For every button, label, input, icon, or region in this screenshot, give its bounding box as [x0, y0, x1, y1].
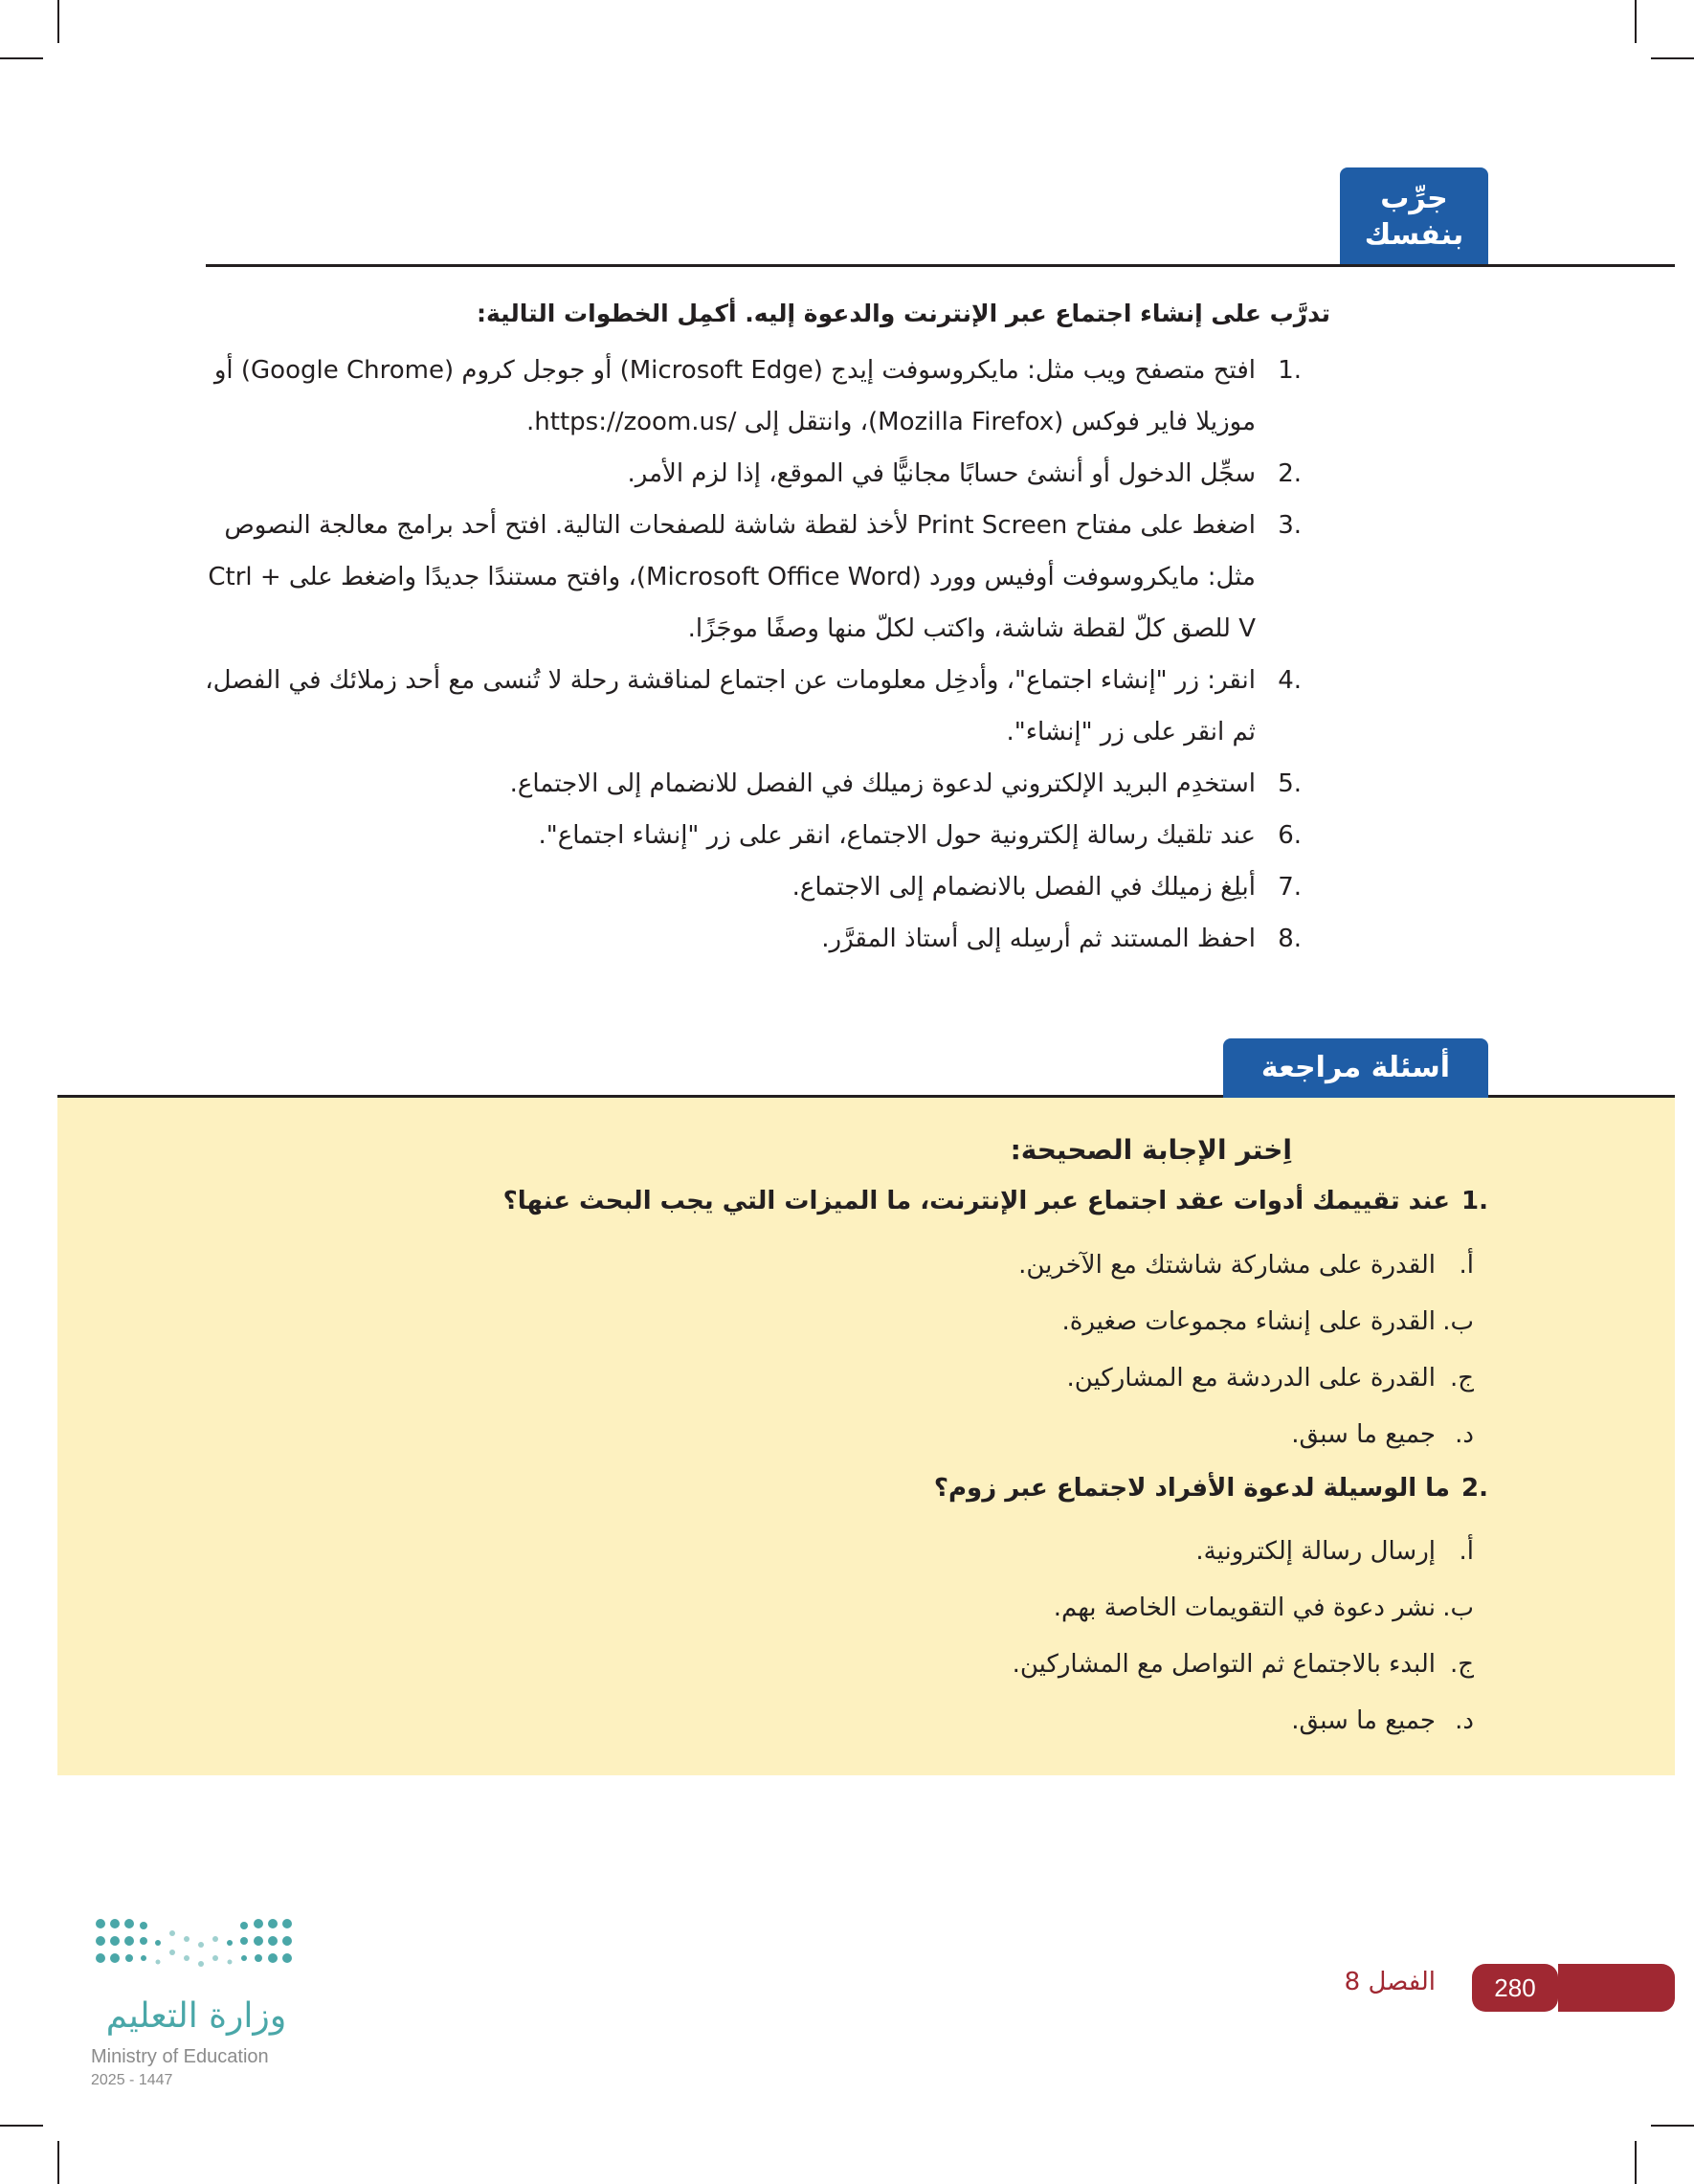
- crop-mark: [1635, 0, 1637, 43]
- step-item: [201, 810, 1302, 861]
- section-divider: [206, 264, 1675, 267]
- ministry-name-english: Ministry of Education: [91, 2046, 269, 2067]
- crop-mark: [0, 57, 43, 59]
- step-item: [201, 655, 1302, 758]
- crop-mark: [0, 2125, 43, 2127]
- option-text: القدرة على مشاركة شاشتك مع الآخرين.: [1018, 1251, 1436, 1280]
- answer-option[interactable]: [1018, 1294, 1474, 1350]
- review-heading: اِختر الإجابة الصحيحة:: [1010, 1134, 1292, 1166]
- option-text: القدرة على الدردشة مع المشاركين.: [1066, 1364, 1436, 1393]
- step-number: 6.: [1278, 821, 1302, 850]
- step-item: [201, 758, 1302, 810]
- crop-mark: [1651, 57, 1694, 59]
- try-yourself-badge: [1340, 167, 1488, 266]
- answer-option[interactable]: [1013, 1524, 1474, 1580]
- ministry-year: 2025 - 1447: [91, 2072, 173, 2088]
- question-text: ما الوسيلة لدعوة الأفراد لاجتماع عبر زوم؟: [933, 1474, 1451, 1503]
- step-text: أبلِغ زميلك في الفصل بالانضمام إلى الاجتماع.: [791, 873, 1256, 902]
- step-number: 8.: [1278, 925, 1302, 953]
- option-letter: ب.: [1442, 1593, 1474, 1622]
- step-number: 4.: [1278, 666, 1302, 695]
- question-2: [934, 1474, 1488, 1503]
- option-letter: ج.: [1449, 1364, 1474, 1393]
- step-text: استخدِم البريد الإلكتروني لدعوة زميلك في الفصل للانضمام إلى الاجتماع.: [509, 769, 1256, 798]
- step-text: افتح متصفح ويب مثل: مايكروسوفت إيدج (Microsoft Edge) أو جوجل كروم (Google Chrome) أو موزيلا فاير فوكس (Mozilla Firefox)، وانتقل إلى /https://zoom.us.: [213, 356, 1256, 436]
- try-badge-line1: جرِّب: [1380, 182, 1448, 215]
- option-letter: أ.: [1459, 1537, 1474, 1566]
- question-number: 1.: [1461, 1187, 1488, 1215]
- step-text: احفظ المستند ثم أرسِله إلى أستاذ المقرَّر.: [821, 925, 1256, 953]
- option-text: جميع ما سبق.: [1291, 1706, 1436, 1735]
- try-intro-text: تدرَّب على إنشاء اجتماع عبر الإنترنت والدعوة إليه. أكمِل الخطوات التالية:: [477, 300, 1330, 327]
- step-text: عند تلقيك رسالة إلكترونية حول الاجتماع، انقر على زر "إنشاء اجتماع".: [538, 821, 1256, 850]
- option-letter: ب.: [1442, 1307, 1474, 1336]
- try-badge-line2: بنفسك: [1364, 218, 1464, 252]
- question-2-options: [1013, 1524, 1474, 1749]
- answer-option[interactable]: [1018, 1237, 1474, 1294]
- footer-bar: [1558, 1964, 1675, 2012]
- question-1-options: [1018, 1237, 1474, 1463]
- crop-mark: [57, 0, 59, 43]
- question-number: 2.: [1461, 1474, 1488, 1503]
- option-letter: أ.: [1459, 1251, 1474, 1280]
- option-text: القدرة على إنشاء مجموعات صغيرة.: [1061, 1307, 1436, 1336]
- step-text: انقر: زر "إنشاء اجتماع"، وأدخِل معلومات عن اجتماع لمناقشة رحلة لا تُنسى مع أحد زملائك في الفصل، ثم انقر على زر "إنشاء".: [205, 666, 1256, 747]
- page-number: 280: [1472, 1964, 1558, 2012]
- step-text: سجِّل الدخول أو أنشئ حسابًا مجانيًّا في الموقع، إذا لزم الأمر.: [627, 459, 1256, 488]
- answer-option[interactable]: [1018, 1350, 1474, 1407]
- steps-list: [201, 345, 1302, 965]
- ministry-name-arabic: وزارة التعليم: [105, 1996, 287, 2036]
- option-text: إرسال رسالة إلكترونية.: [1195, 1537, 1436, 1566]
- option-text: جميع ما سبق.: [1291, 1420, 1436, 1449]
- answer-option[interactable]: [1018, 1407, 1474, 1463]
- step-number: 1.: [1278, 356, 1302, 385]
- option-text: نشر دعوة في التقويمات الخاصة بهم.: [1053, 1593, 1436, 1622]
- option-letter: د.: [1455, 1706, 1474, 1735]
- step-item: [201, 500, 1302, 655]
- option-letter: ج.: [1449, 1650, 1474, 1679]
- step-number: 7.: [1278, 873, 1302, 902]
- step-item: [201, 913, 1302, 965]
- step-text: اضغط على مفتاح Print Screen لأخذ لقطة شاشة للصفحات التالية. افتح أحد برامج معالجة النصوص مثل: مايكروسوفت أوفيس وورد (Microsoft Office Word)، وافتح مستندًا جديدًا واضغط على Ctrl + V للصق كلّ لقطة شاشة، واكتب لكلّ منها وصفًا موجَزًا.: [208, 511, 1256, 643]
- option-letter: د.: [1455, 1420, 1474, 1449]
- step-item: [201, 448, 1302, 500]
- review-questions-tab: أسئلة مراجعة: [1223, 1038, 1488, 1098]
- step-item: [201, 861, 1302, 913]
- ministry-logo-icon: [91, 1914, 301, 1991]
- question-text: عند تقييمك أدوات عقد اجتماع عبر الإنترنت، ما الميزات التي يجب البحث عنها؟: [502, 1187, 1451, 1215]
- option-text: البدء بالاجتماع ثم التواصل مع المشاركين.: [1012, 1650, 1436, 1679]
- answer-option[interactable]: [1013, 1580, 1474, 1637]
- chapter-label: الفصل 8: [1344, 1968, 1436, 1996]
- crop-mark: [1635, 2141, 1637, 2184]
- answer-option[interactable]: [1013, 1693, 1474, 1749]
- answer-option[interactable]: [1013, 1637, 1474, 1693]
- crop-mark: [57, 2141, 59, 2184]
- step-number: 3.: [1278, 511, 1302, 540]
- question-1: [503, 1187, 1488, 1215]
- step-item: [201, 345, 1302, 448]
- step-number: 5.: [1278, 769, 1302, 798]
- step-number: 2.: [1278, 459, 1302, 488]
- crop-mark: [1651, 2125, 1694, 2127]
